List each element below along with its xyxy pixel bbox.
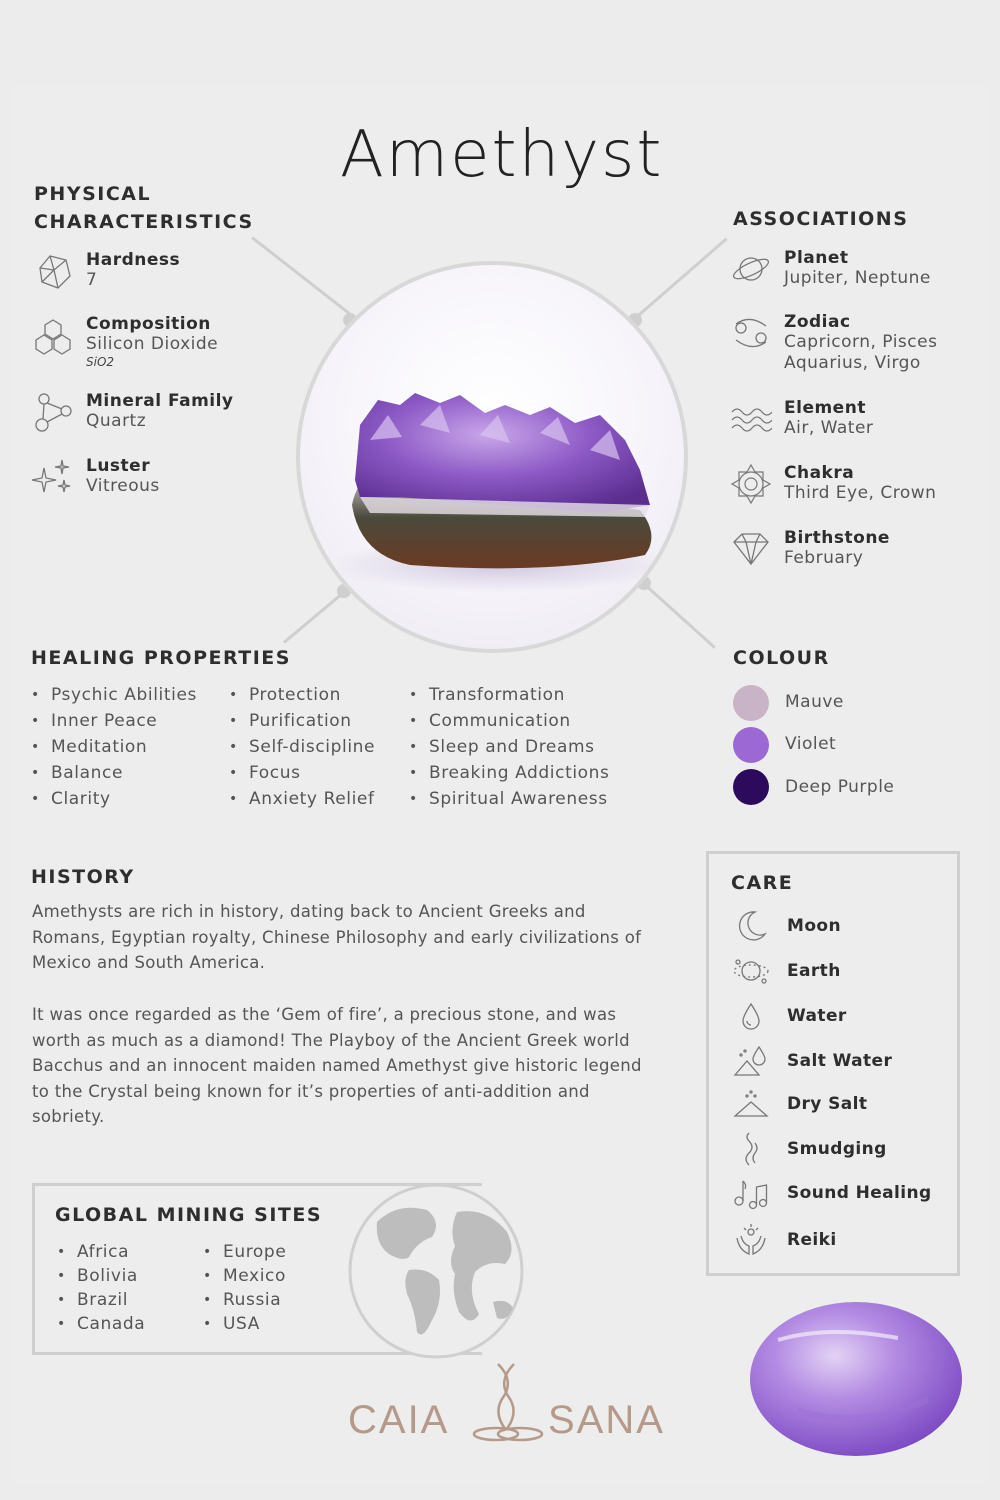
list-item: • Bolivia	[57, 1264, 145, 1288]
list-item: • Anxiety Relief	[229, 786, 375, 812]
mandala-icon	[730, 463, 772, 505]
list-item: • Psychic Abilities	[31, 682, 197, 708]
list-item: • Canada	[57, 1312, 145, 1336]
zodiac-value-line2: Aquarius, Virgo	[784, 353, 921, 373]
colour-swatch-violet	[733, 727, 769, 763]
brand-name-right: SANA	[548, 1398, 665, 1442]
mineral-family-value: Quartz	[86, 411, 147, 431]
reiki-hands-icon	[733, 1222, 769, 1258]
list-item: • Protection	[229, 682, 375, 708]
care-label: Dry Salt	[787, 1094, 868, 1114]
history-paragraph-1: Amethysts are rich in history, dating back to Ancient Greeks and Romans, Egyptian royalty, Chinese Philosophy and early civilizations of Mexico and South America.	[32, 902, 642, 972]
birthstone-label: Birthstone	[784, 528, 890, 548]
associations-heading: ASSOCIATIONS	[733, 208, 909, 230]
moon-icon	[733, 908, 769, 944]
colour-name-violet: Violet	[785, 734, 837, 754]
globe-icon	[347, 1182, 525, 1360]
list-item: • Spiritual Awareness	[409, 786, 610, 812]
care-label: Moon	[787, 916, 841, 936]
care-item-dry-salt	[733, 1086, 953, 1122]
composition-formula: SiO2	[86, 355, 115, 369]
music-notes-icon	[733, 1175, 769, 1211]
planet-value: Jupiter, Neptune	[784, 268, 931, 288]
zodiac-value-line1: Capricorn, Pisces	[784, 332, 938, 352]
waves-icon	[730, 398, 772, 440]
smoke-icon	[733, 1131, 769, 1167]
physical-item-mineral-family	[32, 391, 292, 441]
list-item: • Africa	[57, 1240, 145, 1264]
care-item-water	[733, 998, 953, 1034]
care-item-smudging	[733, 1131, 953, 1167]
colour-heading: COLOUR	[733, 647, 830, 669]
history-heading: HISTORY	[31, 866, 135, 888]
sparkle-icon	[32, 456, 74, 498]
list-item: • Meditation	[31, 734, 197, 760]
planet-icon	[730, 248, 772, 290]
care-item-salt-water	[733, 1043, 953, 1079]
list-item: • Sleep and Dreams	[409, 734, 610, 760]
healing-list-col3	[409, 682, 610, 812]
care-label: Reiki	[787, 1230, 837, 1250]
chakra-label: Chakra	[784, 463, 855, 483]
amethyst-cluster-photo	[296, 261, 688, 653]
care-label: Smudging	[787, 1139, 887, 1159]
association-item-element	[730, 398, 970, 448]
dry-salt-icon	[733, 1086, 769, 1122]
list-item: • Russia	[203, 1288, 286, 1312]
colour-swatch-mauve	[733, 685, 769, 721]
mineral-family-label: Mineral Family	[86, 391, 234, 411]
element-label: Element	[784, 398, 866, 418]
list-item: • Breaking Addictions	[409, 760, 610, 786]
list-item: • Brazil	[57, 1288, 145, 1312]
association-item-planet	[730, 248, 970, 298]
care-heading: CARE	[731, 872, 794, 894]
list-item: • Inner Peace	[31, 708, 197, 734]
molecule-nodes-icon	[32, 391, 74, 433]
composition-label: Composition	[86, 314, 211, 334]
physical-heading	[34, 180, 254, 236]
mining-list-col1	[57, 1240, 145, 1336]
water-drop-icon	[733, 998, 769, 1034]
care-panel	[706, 851, 960, 1276]
zodiac-icon	[730, 312, 772, 354]
composition-value: Silicon Dioxide	[86, 334, 219, 354]
list-item: • USA	[203, 1312, 286, 1336]
planet-label: Planet	[784, 248, 849, 268]
association-item-birthstone	[730, 528, 970, 578]
hexagon-molecule-icon	[32, 316, 74, 358]
care-item-moon	[733, 908, 953, 944]
care-label: Water	[787, 1006, 847, 1026]
physical-heading-line2: CHARACTERISTICS	[34, 211, 254, 233]
care-item-reiki	[733, 1222, 953, 1258]
list-item: • Transformation	[409, 682, 610, 708]
healing-list-col1	[31, 682, 197, 812]
association-item-zodiac	[730, 312, 970, 382]
diamond-icon	[730, 528, 772, 570]
association-item-chakra	[730, 463, 970, 513]
zodiac-label: Zodiac	[784, 312, 851, 332]
list-item: • Balance	[31, 760, 197, 786]
brand-logo	[346, 1360, 676, 1450]
mining-list-col2	[203, 1240, 286, 1336]
luster-label: Luster	[86, 456, 151, 476]
healing-heading: HEALING PROPERTIES	[31, 647, 291, 669]
element-value: Air, Water	[784, 418, 874, 438]
amethyst-tumbled-stone-photo	[748, 1300, 964, 1458]
history-paragraph-2: It was once regarded as the ‘Gem of fire’, a precious stone, and was worth as much as a diamond! The Playboy of the Ancient Greek world Bacchus and an innocent maiden named Amethyst give historic legend to the Crystal being known for it’s properties of anti-addition and sobriety.	[32, 1005, 642, 1126]
colour-name-mauve: Mauve	[785, 692, 844, 712]
care-item-sound-healing	[733, 1175, 953, 1211]
luster-value: Vitreous	[86, 476, 160, 496]
colour-swatch-deep-purple	[733, 769, 769, 805]
list-item: • Self-discipline	[229, 734, 375, 760]
hardness-crystal-icon	[32, 250, 74, 292]
hardness-value: 7	[86, 270, 98, 290]
list-item: • Communication	[409, 708, 610, 734]
page-title: Amethyst	[340, 118, 664, 192]
colour-name-deep-purple: Deep Purple	[785, 777, 895, 797]
list-item: • Purification	[229, 708, 375, 734]
brand-name-left: CAIA	[348, 1398, 450, 1442]
earth-icon	[733, 953, 769, 989]
birthstone-value: February	[784, 548, 864, 568]
physical-heading-line1: PHYSICAL	[34, 183, 152, 205]
list-item: • Focus	[229, 760, 375, 786]
salt-water-icon	[733, 1043, 769, 1079]
list-item: • Clarity	[31, 786, 197, 812]
hardness-label: Hardness	[86, 250, 181, 270]
care-item-earth	[733, 953, 953, 989]
care-label: Salt Water	[787, 1051, 893, 1071]
chakra-value: Third Eye, Crown	[784, 483, 937, 503]
care-label: Sound Healing	[787, 1183, 932, 1203]
list-item: • Europe	[203, 1240, 286, 1264]
care-label: Earth	[787, 961, 841, 981]
list-item: • Mexico	[203, 1264, 286, 1288]
physical-item-luster	[32, 456, 292, 506]
physical-item-hardness	[32, 250, 292, 300]
physical-item-composition	[32, 314, 292, 374]
healing-list-col2	[229, 682, 375, 812]
mining-heading: GLOBAL MINING SITES	[55, 1204, 323, 1226]
